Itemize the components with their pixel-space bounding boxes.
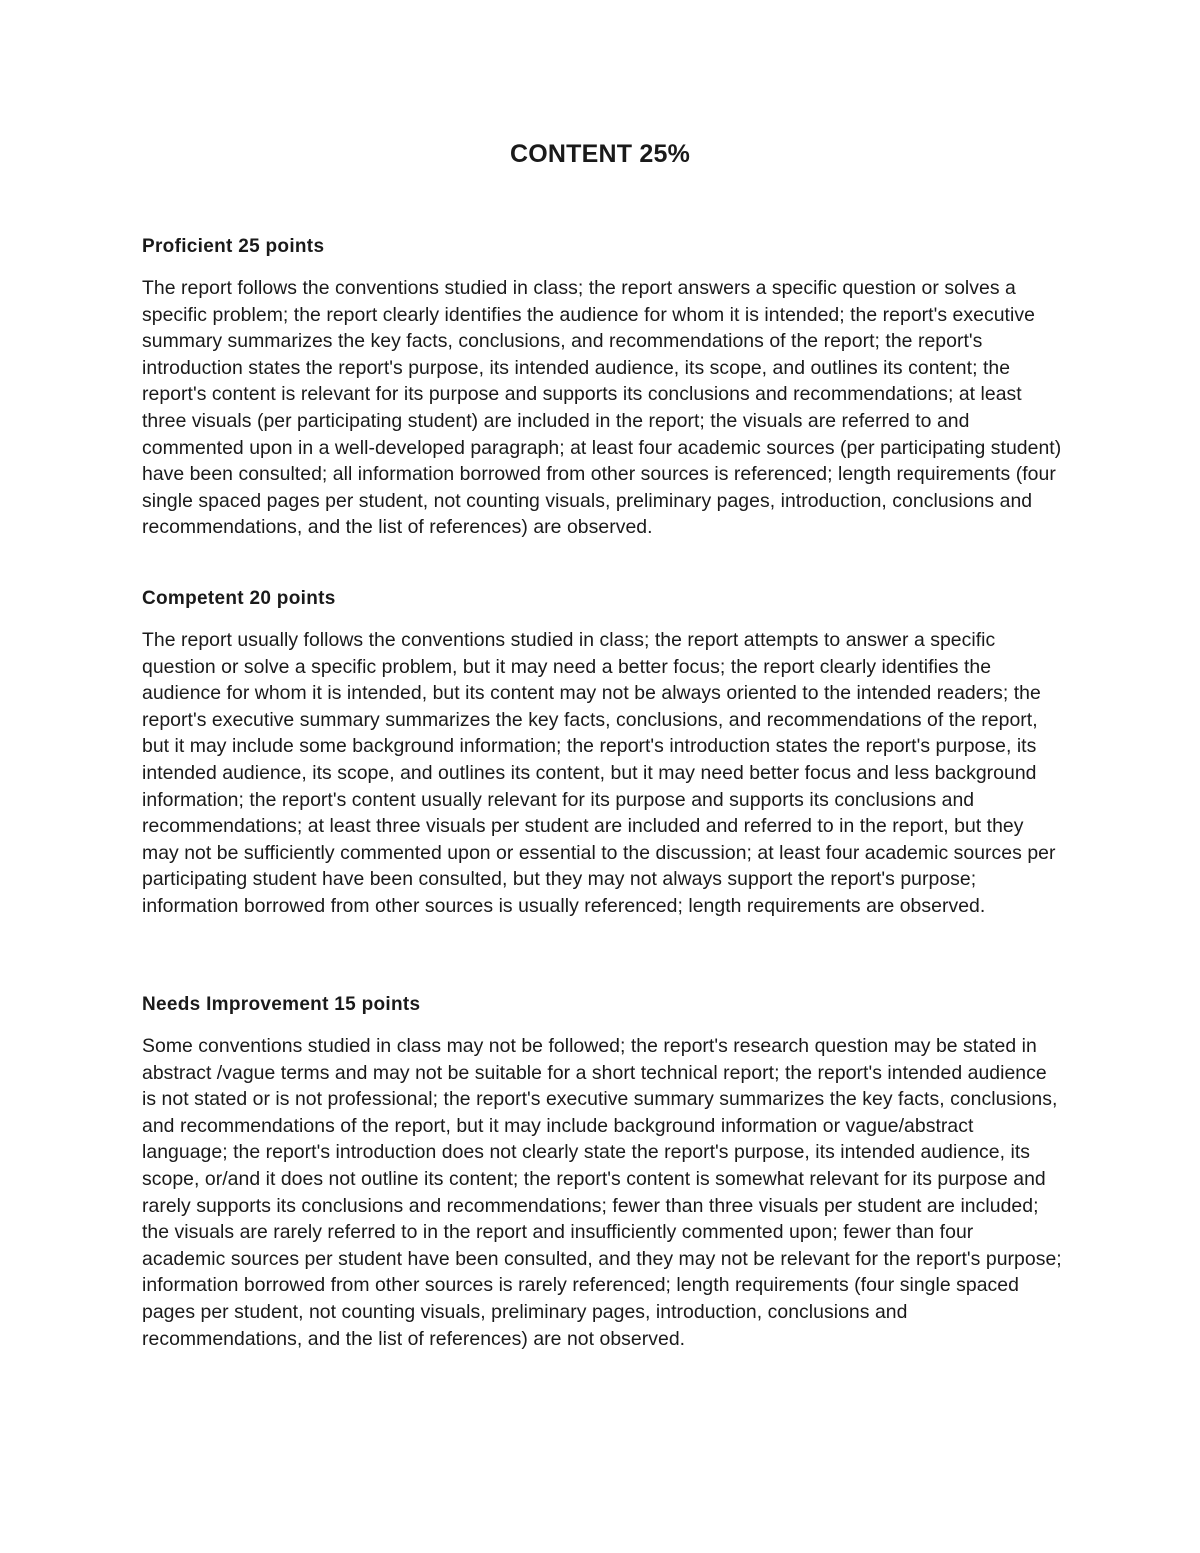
section-proficient — [142, 234, 1062, 541]
section-heading-proficient: Proficient 25 points — [142, 236, 325, 257]
section-heading-needs-improvement: Needs Improvement 15 points — [142, 994, 421, 1015]
section-body-competent: The report usually follows the conventions studied in class; the report attempts to answer a specific question or solve a specific problem, but it may need a better focus; the report clearly identifies the audience for whom it is intended, but its content may not be always oriented to the intended readers; the report's executive summary summarizes the key facts, conclusions, and recommendations of the report, but it may include some background information; the report's introduction states the report's purpose, its intended audience, its scope, and outlines its content, but it may need better focus and less background information; the report's content usually relevant for its purpose and supports its conclusions and recommendations; at least three visuals per student are included and referred to in the report, but they may not be sufficiently commented upon or essential to the discussion; at least four academic sources per participating student have been consulted, but they may not always support the report's purpose; information borrowed from other sources is usually referenced; length requirements are observed. — [142, 629, 1056, 917]
section-heading-competent: Competent 20 points — [142, 588, 336, 609]
section-body-proficient: The report follows the conventions studied in class; the report answers a specific question or solves a specific problem; the report clearly identifies the audience for whom it is intended; the report's executive summary summarizes the key facts, conclusions, and recommendations of the report; the report's introduction states the report's purpose, its intended audience, its scope, and outlines its content; the report's content is relevant for its purpose and supports its conclusions and recommendations; at least three visuals (per participating student) are included in the report; the visuals are referred to and commented upon in a well-developed paragraph; at least four academic sources (per participating student) have been consulted; all information borrowed from other sources is referenced; length requirements (four single spaced pages per student, not counting visuals, preliminary pages, introduction, conclusions and recommendations, and the list of references) are observed. — [142, 277, 1062, 539]
section-needs-improvement — [142, 992, 1062, 1352]
page-title: CONTENT 25% — [509, 140, 690, 168]
section-competent — [142, 586, 1062, 920]
section-body-needs-improvement: Some conventions studied in class may not be followed; the report's research question may be stated in abstract /vague terms and may not be suitable for a short technical report; the report's intended audience is not stated or is not professional; the report's executive summary summarizes the key facts, conclusions, and recommendations of the report, but it may include background information or vague/abstract language; the report's introduction does not clearly state the report's purpose, its intended audience, its scope, or/and it does not outline its content; the report's content is somewhat relevant for its purpose and rarely supports its conclusions and recommendations; fewer than three visuals per student are included; the visuals are rarely referred to in the report and insufficiently commented upon; fewer than four academic sources per student have been consulted, and they may not be relevant for the report's purpose; information borrowed from other sources is rarely referenced; length requirements (four single spaced pages per student, not counting visuals, preliminary pages, introduction, conclusions and recommendations, and the list of references) are not observed. — [142, 1035, 1062, 1350]
